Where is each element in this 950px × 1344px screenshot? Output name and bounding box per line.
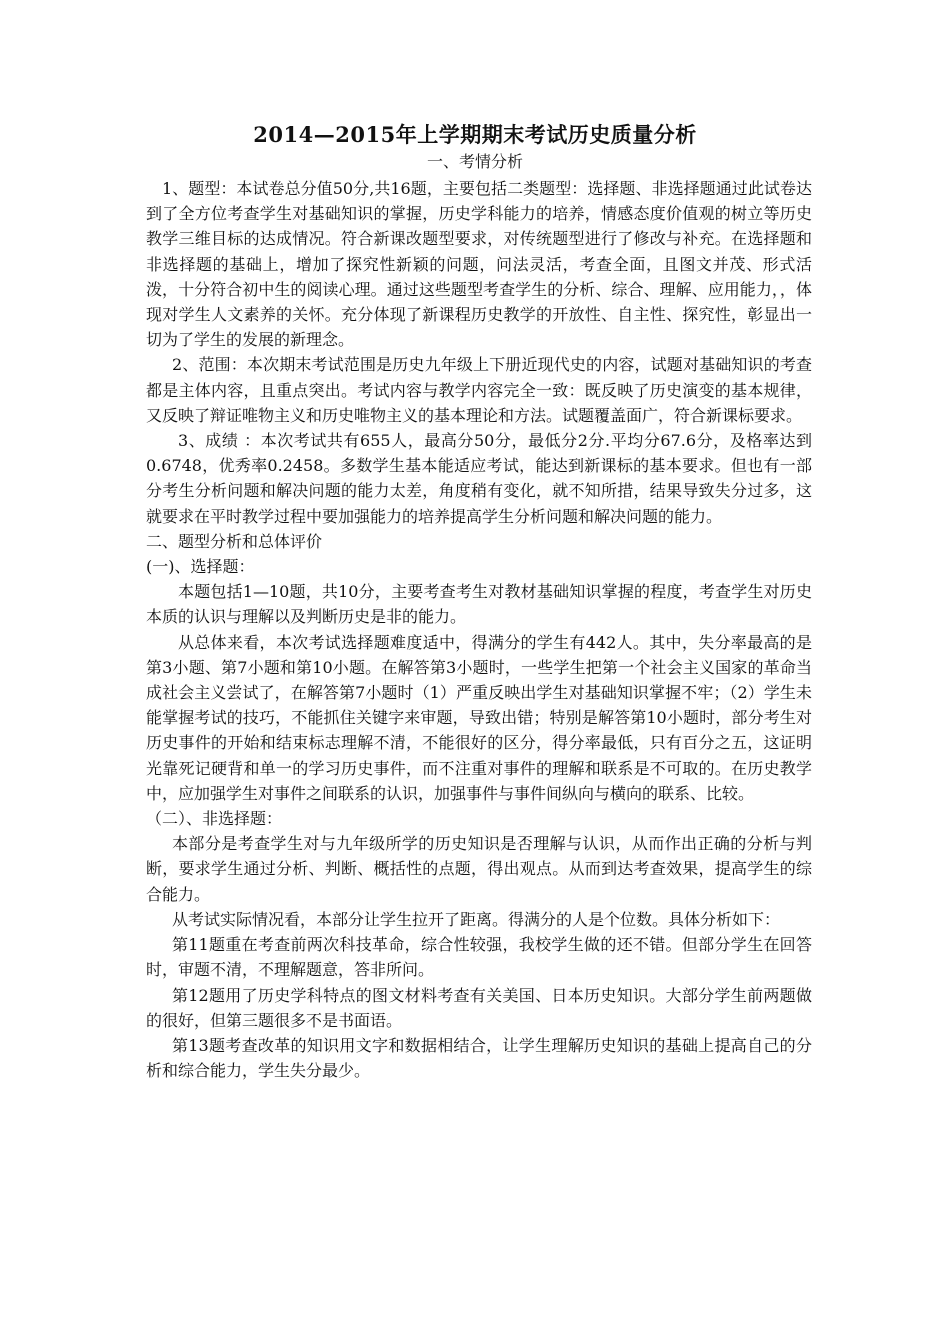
document-body [146,176,812,1083]
paragraph-question-12: 第12题用了历史学科特点的图文材料考查有关美国、日本历史知识。大部分学生前两题做的很好，但第三题很多不是书面语。 [146,985,812,1030]
paragraph-open-overview: 本部分是考查学生对与九年级所学的历史知识是否理解与认识，从而作出正确的分析与判断，要求学生通过分析、判断、概括性的点题，得出观点。从而到达考查效果，提高学生的综合能力。 [146,834,812,904]
paragraph-question-11: 第11题重在考查前两次科技革命，综合性较强，我校学生做的还不错。但部分学生在回答时，审题不清，不理解题意，答非所问。 [146,935,812,980]
paragraph-choice-overview: 本题包括1—10题，共10分，主要考查考生对教材基础知识掌握的程度，考查学生对历史本质的认识与理解以及判断历史是非的能力。 [146,582,812,627]
paragraph-open-summary: 从考试实际情况看，本部分让学生拉开了距离。得满分的人是个位数。具体分析如下： [172,909,781,929]
paragraph-choice-detail: 从总体来看，本次考试选择题难度适中，得满分的学生有442人。其中，失分率最高的是第3小题、第7小题和第10小题。在解答第3小题时，一些学生把第一个社会主义国家的革命当成社会主义尝试了，在解答第7小题时（1）严重反映出学生对基础知识掌握不牢；（2）学生未能掌握考试的技巧，不能抓住关键字来审题，导致出错；特别是解答第10小题时，部分考生对历史事件的开始和结束标志理解不清，不能很好的区分，得分率最低，只有百分之五，这证明光靠死记硬背和单一的学习历史事件，而不注重对事件的理解和联系是不可取的。在历史教学中，应加强学生对事件之间联系的认识，加强事件与事件间纵向与横向的联系、比较。 [146,632,812,803]
subsection-heading-choice: (一)、选择题： [146,557,255,577]
paragraph-scores: 3、成绩 ：本次考试共有655人，最高分50分，最低分2分.平均分67.6分，及格率达到0.6748，优秀率0.2458。多数学生基本能适应考试，能达到新课标的基本要求。但也有一部分考生分析问题和解决问题的能力太差，角度稍有变化，就不知所措，结果导致失分过多，这就要求在平时教学过程中要加强能力的培养提高学生分析问题和解决问题的能力。 [146,431,812,526]
paragraph-question-13: 第13题考查改革的知识用文字和数据相结合，让学生理解历史知识的基础上提高自己的分析和综合能力，学生失分最少。 [146,1035,812,1081]
paragraph-scope: 2、范围：本次期末考试范围是历史九年级上下册近现代史的内容，试题对基础知识的考查都是主体内容，且重点突出。考试内容与教学内容完全一致：既反映了历史演变的基本规律，又反映了辩证唯物主义和历史唯物主义的基本理论和方法。试题覆盖面广，符合新课标要求。 [146,355,812,425]
section-heading-evaluation: 二、题型分析和总体评价 [146,531,323,551]
document-title: 2014—2015年上学期期末考试历史质量分析 [253,122,697,147]
section-heading-analysis: 一、考情分析 [426,152,523,171]
subsection-heading-open: （二）、非选择题： [146,809,283,829]
paragraph-question-types: 1、题型：本试卷总分值50分,共16题，主要包括二类题型：选择题、非选择题通过此试卷达到了全方位考查学生对基础知识的掌握，历史学科能力的培养，情感态度价值观的树立等历史教学三维目标的达成情况。符合新课改题型要求，对传统题型进行了修改与补充。在选择题和非选择题的基础上，增加了探究性新颖的问题，问法灵活，考查全面，且图文并茂、形式活泼，十分符合初中生的阅读心理。通过这些题型考查学生的分析、综合、理解、应用能力，，体现对学生人文素养的关怀。充分体现了新课程历史教学的开放性、自主性、探究性，彰显出一切为了学生的发展的新理念。 [146,179,812,350]
